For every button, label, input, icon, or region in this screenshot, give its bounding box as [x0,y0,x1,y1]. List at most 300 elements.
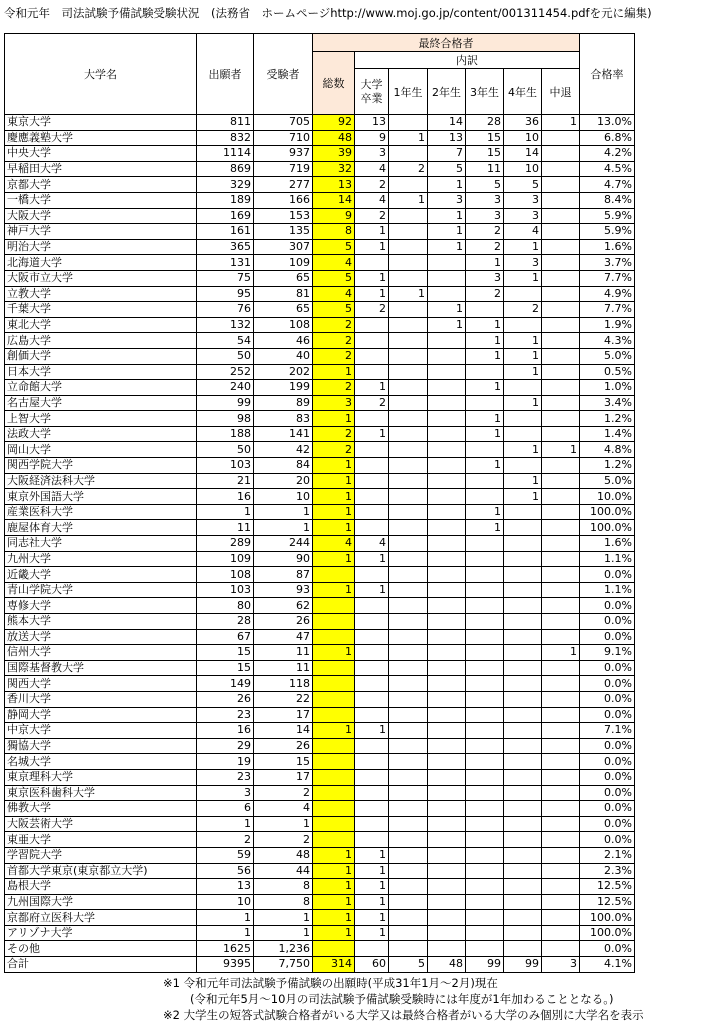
cell-graduate: 1 [355,879,389,895]
cell-dropout [542,582,580,598]
cell-year3: 3 [466,192,504,208]
table-row [5,520,635,536]
cell-examinees: 84 [254,458,313,474]
cell-total-passers: 5 [313,239,355,255]
cell-year1 [389,115,428,131]
cell-university-name: 東亜大学 [5,832,197,848]
cell-year2 [428,894,466,910]
cell-dropout [542,520,580,536]
cell-examinees: 2 [254,832,313,848]
cell-applicants: 103 [197,458,254,474]
table-row [5,426,635,442]
cell-total-passers [313,660,355,676]
cell-year4 [504,504,542,520]
cell-total-passers: 9 [313,208,355,224]
cell-year3: 15 [466,146,504,162]
cell-dropout [542,785,580,801]
cell-university-name: 関西学院大学 [5,458,197,474]
cell-year1 [389,146,428,162]
cell-university-name: 合計 [5,957,197,973]
cell-year1 [389,925,428,941]
cell-pass-rate: 4.9% [580,286,635,302]
exam-results-table [4,33,635,973]
cell-applicants: 56 [197,863,254,879]
cell-university-name: アリゾナ大学 [5,925,197,941]
cell-examinees: 710 [254,130,313,146]
cell-pass-rate: 6.8% [580,130,635,146]
cell-year1: 1 [389,286,428,302]
cell-year3: 2 [466,224,504,240]
cell-dropout [542,660,580,676]
cell-applicants: 80 [197,598,254,614]
cell-year2 [428,473,466,489]
cell-applicants: 21 [197,473,254,489]
cell-year4: 2 [504,302,542,318]
cell-applicants: 59 [197,847,254,863]
cell-dropout: 1 [542,442,580,458]
cell-dropout [542,473,580,489]
cell-pass-rate: 4.3% [580,333,635,349]
table-row [5,536,635,552]
cell-graduate: 1 [355,426,389,442]
cell-examinees: 26 [254,614,313,630]
cell-examinees: 141 [254,426,313,442]
cell-pass-rate: 0.0% [580,614,635,630]
cell-year3 [466,645,504,661]
cell-year3: 2 [466,286,504,302]
cell-year2 [428,879,466,895]
cell-pass-rate: 0.0% [580,941,635,957]
cell-graduate: 2 [355,177,389,193]
cell-year3: 1 [466,504,504,520]
cell-university-name: 広島大学 [5,333,197,349]
cell-examinees: 166 [254,192,313,208]
cell-total-passers: 2 [313,426,355,442]
cell-year3: 1 [466,426,504,442]
cell-pass-rate: 4.1% [580,957,635,973]
cell-pass-rate: 0.0% [580,738,635,754]
cell-dropout [542,208,580,224]
cell-applicants: 103 [197,582,254,598]
cell-university-name: その他 [5,941,197,957]
cell-pass-rate: 12.5% [580,879,635,895]
cell-dropout [542,146,580,162]
cell-applicants: 19 [197,754,254,770]
cell-university-name: 京都府立医科大学 [5,910,197,926]
cell-examinees: 14 [254,723,313,739]
cell-total-passers: 1 [313,364,355,380]
cell-graduate [355,660,389,676]
cell-pass-rate: 0.0% [580,801,635,817]
cell-year3 [466,395,504,411]
cell-examinees: 90 [254,551,313,567]
cell-dropout [542,629,580,645]
cell-graduate: 2 [355,395,389,411]
cell-year3 [466,442,504,458]
cell-graduate [355,832,389,848]
cell-year2: 1 [428,302,466,318]
cell-dropout [542,255,580,271]
cell-applicants: 1 [197,910,254,926]
cell-graduate [355,754,389,770]
cell-year4 [504,847,542,863]
cell-year4 [504,910,542,926]
cell-year3: 15 [466,130,504,146]
cell-graduate [355,317,389,333]
cell-year3: 3 [466,270,504,286]
cell-total-passers: 1 [313,894,355,910]
cell-year3 [466,302,504,318]
cell-year2 [428,348,466,364]
cell-university-name: 学習院大学 [5,847,197,863]
cell-year2 [428,489,466,505]
cell-year4 [504,582,542,598]
cell-graduate [355,567,389,583]
header-year1: 1年生 [389,69,428,115]
cell-year3: 2 [466,239,504,255]
cell-applicants: 189 [197,192,254,208]
cell-applicants: 811 [197,115,254,131]
cell-year1 [389,489,428,505]
table-row [5,411,635,427]
cell-year3: 1 [466,317,504,333]
cell-year2 [428,614,466,630]
cell-applicants: 9395 [197,957,254,973]
table-row [5,879,635,895]
cell-university-name: 東京理科大学 [5,769,197,785]
cell-dropout [542,224,580,240]
cell-pass-rate: 5.0% [580,473,635,489]
cell-year4 [504,832,542,848]
cell-university-name: 大阪大学 [5,208,197,224]
cell-total-passers: 2 [313,333,355,349]
cell-examinees: 89 [254,395,313,411]
cell-total-passers: 13 [313,177,355,193]
cell-year3 [466,598,504,614]
cell-graduate [355,676,389,692]
cell-total-passers: 1 [313,411,355,427]
table-row [5,458,635,474]
table-row [5,270,635,286]
cell-pass-rate: 0.0% [580,567,635,583]
cell-examinees: 719 [254,161,313,177]
cell-year2 [428,707,466,723]
cell-examinees: 8 [254,894,313,910]
cell-pass-rate: 0.0% [580,816,635,832]
cell-pass-rate: 1.2% [580,411,635,427]
cell-dropout [542,567,580,583]
cell-year3 [466,910,504,926]
cell-graduate: 4 [355,161,389,177]
cell-dropout [542,801,580,817]
table-row [5,738,635,754]
table-row [5,255,635,271]
cell-graduate [355,473,389,489]
cell-year4: 10 [504,130,542,146]
cell-pass-rate: 0.0% [580,707,635,723]
table-row [5,302,635,318]
cell-examinees: 62 [254,598,313,614]
cell-year2 [428,801,466,817]
table-row [5,957,635,973]
cell-year3 [466,582,504,598]
table-row [5,567,635,583]
cell-applicants: 1114 [197,146,254,162]
cell-applicants: 131 [197,255,254,271]
cell-university-name: 名古屋大学 [5,395,197,411]
cell-year4 [504,411,542,427]
cell-applicants: 11 [197,520,254,536]
cell-pass-rate: 1.0% [580,380,635,396]
cell-year3 [466,847,504,863]
cell-year4 [504,520,542,536]
cell-graduate: 60 [355,957,389,973]
cell-dropout: 3 [542,957,580,973]
cell-total-passers: 92 [313,115,355,131]
cell-applicants: 161 [197,224,254,240]
cell-university-name: 早稲田大学 [5,161,197,177]
cell-pass-rate: 3.7% [580,255,635,271]
cell-dropout [542,333,580,349]
cell-examinees: 244 [254,536,313,552]
cell-graduate: 1 [355,723,389,739]
cell-year2 [428,364,466,380]
cell-year1 [389,364,428,380]
cell-examinees: 118 [254,676,313,692]
cell-pass-rate: 1.2% [580,458,635,474]
cell-applicants: 50 [197,442,254,458]
cell-year1 [389,224,428,240]
cell-pass-rate: 7.7% [580,302,635,318]
cell-graduate [355,785,389,801]
cell-examinees: 44 [254,863,313,879]
header-year3: 3年生 [466,69,504,115]
table-row [5,395,635,411]
cell-examinees: 705 [254,115,313,131]
cell-total-passers: 2 [313,348,355,364]
cell-year4: 36 [504,115,542,131]
cell-year2 [428,442,466,458]
cell-university-name: 大阪芸術大学 [5,816,197,832]
cell-total-passers: 8 [313,224,355,240]
cell-year4: 1 [504,489,542,505]
cell-pass-rate: 2.3% [580,863,635,879]
cell-examinees: 1 [254,925,313,941]
cell-graduate [355,255,389,271]
cell-applicants: 108 [197,567,254,583]
cell-university-name: 信州大学 [5,645,197,661]
cell-university-name: 法政大学 [5,426,197,442]
cell-dropout [542,598,580,614]
cell-year3 [466,551,504,567]
cell-year2 [428,941,466,957]
cell-year4 [504,567,542,583]
cell-year4 [504,317,542,333]
cell-total-passers: 1 [313,847,355,863]
cell-dropout [542,614,580,630]
cell-dropout [542,239,580,255]
table-row [5,691,635,707]
cell-total-passers [313,629,355,645]
cell-year4 [504,645,542,661]
cell-pass-rate: 100.0% [580,910,635,926]
cell-examinees: 65 [254,302,313,318]
cell-year2 [428,598,466,614]
table-row [5,801,635,817]
cell-graduate: 1 [355,239,389,255]
cell-dropout [542,925,580,941]
table-body [5,115,635,973]
cell-year4: 1 [504,239,542,255]
cell-total-passers [313,738,355,754]
cell-applicants: 132 [197,317,254,333]
cell-year1 [389,785,428,801]
table-row [5,208,635,224]
cell-examinees: 46 [254,333,313,349]
cell-examinees: 26 [254,738,313,754]
cell-year1 [389,910,428,926]
cell-university-name: 香川大学 [5,691,197,707]
cell-applicants: 149 [197,676,254,692]
cell-university-name: 神戸大学 [5,224,197,240]
cell-year1 [389,348,428,364]
cell-total-passers: 4 [313,536,355,552]
cell-pass-rate: 4.2% [580,146,635,162]
cell-pass-rate: 100.0% [580,925,635,941]
cell-applicants: 2 [197,832,254,848]
table-row [5,380,635,396]
cell-dropout [542,286,580,302]
cell-examinees: 8 [254,879,313,895]
cell-examinees: 83 [254,411,313,427]
cell-year2 [428,676,466,692]
cell-pass-rate: 100.0% [580,504,635,520]
cell-year4 [504,754,542,770]
cell-university-name: 大阪市立大学 [5,270,197,286]
cell-total-passers [313,691,355,707]
cell-examinees: 40 [254,348,313,364]
cell-year4 [504,629,542,645]
cell-total-passers [313,785,355,801]
cell-pass-rate: 0.0% [580,785,635,801]
cell-year2: 3 [428,192,466,208]
cell-year2 [428,645,466,661]
header-university: 大学名 [5,34,197,115]
cell-total-passers: 1 [313,520,355,536]
cell-pass-rate: 5.0% [580,348,635,364]
table-row [5,286,635,302]
cell-year1 [389,520,428,536]
cell-applicants: 15 [197,645,254,661]
cell-total-passers [313,754,355,770]
cell-pass-rate: 1.6% [580,536,635,552]
cell-year4 [504,286,542,302]
cell-total-passers: 14 [313,192,355,208]
cell-pass-rate: 0.0% [580,598,635,614]
cell-examinees: 81 [254,286,313,302]
header-year2: 2年生 [428,69,466,115]
table-row [5,364,635,380]
cell-year1 [389,317,428,333]
cell-year1 [389,442,428,458]
cell-year3 [466,879,504,895]
cell-year3 [466,941,504,957]
cell-applicants: 329 [197,177,254,193]
cell-total-passers: 2 [313,442,355,458]
cell-graduate [355,707,389,723]
cell-applicants: 29 [197,738,254,754]
header-year4: 4年生 [504,69,542,115]
cell-graduate: 13 [355,115,389,131]
cell-year2 [428,286,466,302]
cell-examinees: 1 [254,504,313,520]
cell-examinees: 15 [254,754,313,770]
cell-total-passers: 1 [313,489,355,505]
cell-year4 [504,614,542,630]
cell-graduate [355,520,389,536]
cell-year1 [389,536,428,552]
cell-dropout [542,551,580,567]
cell-graduate: 1 [355,847,389,863]
cell-graduate [355,629,389,645]
cell-year2 [428,910,466,926]
cell-applicants: 99 [197,395,254,411]
cell-pass-rate: 0.0% [580,754,635,770]
cell-examinees: 11 [254,645,313,661]
header-pass-rate: 合格率 [580,34,635,115]
cell-university-name: 上智大学 [5,411,197,427]
cell-year4 [504,925,542,941]
cell-year3 [466,473,504,489]
cell-graduate [355,645,389,661]
cell-year3: 3 [466,208,504,224]
cell-university-name: 首都大学東京(東京都立大学) [5,863,197,879]
table-row [5,551,635,567]
cell-total-passers: 32 [313,161,355,177]
cell-dropout [542,910,580,926]
cell-graduate [355,442,389,458]
cell-year1 [389,208,428,224]
cell-year4: 99 [504,957,542,973]
cell-year4: 1 [504,333,542,349]
cell-total-passers: 1 [313,473,355,489]
cell-year4 [504,785,542,801]
cell-total-passers: 5 [313,302,355,318]
cell-year2 [428,426,466,442]
cell-year4 [504,691,542,707]
cell-year1 [389,380,428,396]
cell-dropout [542,380,580,396]
cell-applicants: 188 [197,426,254,442]
cell-year3: 1 [466,348,504,364]
table-row [5,676,635,692]
cell-pass-rate: 1.4% [580,426,635,442]
cell-pass-rate: 0.0% [580,660,635,676]
cell-year3: 1 [466,411,504,427]
cell-examinees: 93 [254,582,313,598]
header-breakdown: 内訳 [355,52,580,69]
cell-graduate [355,458,389,474]
cell-year2 [428,660,466,676]
cell-year4: 1 [504,270,542,286]
header-dropout: 中退 [542,69,580,115]
cell-applicants: 26 [197,691,254,707]
cell-year3: 1 [466,380,504,396]
cell-dropout [542,754,580,770]
cell-year2 [428,333,466,349]
cell-dropout [542,816,580,832]
cell-examinees: 135 [254,224,313,240]
